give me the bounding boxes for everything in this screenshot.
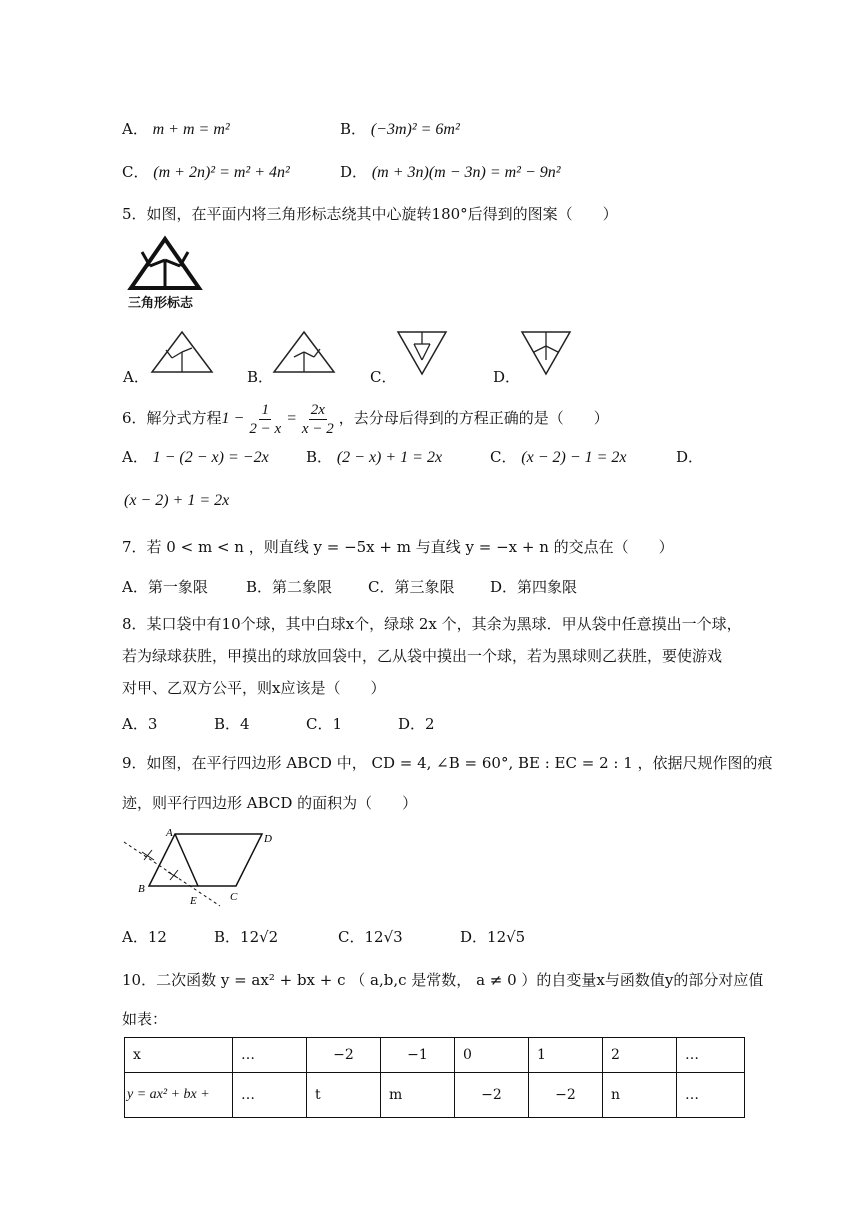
q7-option-c: C．第三象限 [368,578,455,596]
table-row [125,1038,745,1073]
parallelogram-figure [120,826,276,910]
triangle-logo-figure [128,236,202,292]
q6-option-a-label: A． [122,448,148,466]
q5-figure-c [396,330,448,376]
q6-option-b-label: B． [306,448,333,466]
table-cell: … [677,1073,745,1118]
q9-line-1: 9．如图，在平行四边形 ABCD 中， CD = 4, ∠B = 60°, BE : EC = 2 : 1 ，依据尺规作图的痕 [122,754,773,772]
q6-option-a [122,447,269,468]
table-cell: −2 [455,1073,529,1118]
q5-option-d-label: D． [493,368,521,386]
q5-figure-d [520,330,572,376]
q4-option-b-expr: (−3m)² = 6m² [370,121,460,138]
q8-option-d: D．2 [398,715,435,733]
q4-option-b [340,119,460,140]
q4-option-a [122,119,230,140]
q5-option-c-label: C． [370,368,397,386]
q7-option-d: D．第四象限 [490,578,578,596]
table-cell: … [233,1038,307,1073]
q8-option-c: C．1 [306,715,343,733]
table-cell: −2 [529,1073,603,1118]
q10-line-1: 10．二次函数 y = ax² + bx + c （ a,b,c 是常数， a ≠ 0 ）的自变量x与函数值y的部分对应值 [122,971,764,989]
arc-mark-1 [142,850,154,860]
table-cell: 1 [529,1038,603,1073]
q6-stem-suffix: ，去分母后得到的方程正确的是（ ） [338,409,609,427]
table-cell: −1 [381,1038,455,1073]
q6-frac1-den: 2 − x [249,420,282,437]
q6-option-c-label: C． [490,448,517,466]
table-cell: t [307,1073,381,1118]
q6-fraction-1 [247,401,283,438]
q9-option-c: C．12√3 [338,928,403,946]
q6-fraction-2 [300,401,336,438]
q9-line-2: 迹，则平行四边形 ABCD 的面积为（ ） [122,794,418,812]
q8-option-b: B．4 [214,715,250,733]
q5-option-b-label: B． [247,368,274,386]
q6-option-a-expr: 1 − (2 − x) = −2x [152,449,269,466]
q6-option-d-expr: (x − 2) + 1 = 2x [124,492,230,509]
table-cell: … [677,1038,745,1073]
parallelogram-abcd [149,834,262,886]
q8-line-2: 若为绿球获胜，甲摸出的球放回袋中，乙从袋中摸出一个球，若为黑球则乙获胜，要使游戏 [122,647,723,665]
q5-figure-a [150,330,214,374]
q6-option-b-expr: (2 − x) + 1 = 2x [336,449,443,466]
q4-option-c-expr: (m + 2n)² = m² + 4n² [153,164,290,181]
q6-stem-prefix: 6．解分式方程 [122,409,222,427]
arc-mark-2 [168,870,178,880]
value-table [124,1037,745,1118]
label-b: B [138,883,145,895]
q4-option-b-label: B． [340,120,367,138]
table-cell: 0 [455,1038,529,1073]
logo-spoke-top [150,260,165,266]
q4-option-d-label: D． [340,163,368,181]
q5-figure-b [272,330,336,374]
q6-frac2-den: x − 2 [301,420,334,437]
q4-option-c [122,162,290,183]
q6-option-d-label: D． [676,448,704,466]
q8-line-1: 8．某口袋中有10个球，其中白球x个，绿球 2x 个，其余为黑球．甲从袋中任意摸出一个球， [122,615,742,633]
q6-stem [122,398,609,439]
table-cell: y = ax² + bx + [125,1073,233,1118]
q6-option-b [306,447,442,468]
table-cell: n [603,1073,677,1118]
q8-option-a: A．3 [122,715,158,733]
q7-option-b: B．第二象限 [246,578,333,596]
table-cell: x [125,1038,233,1073]
q10-line-2: 如表： [122,1010,168,1028]
q4-option-c-label: C． [122,163,149,181]
logo-spoke-left [165,260,180,266]
q9-option-b: B．12√2 [214,928,279,946]
q4-option-a-label: A． [122,120,148,138]
q6-option-c [490,447,627,468]
q8-line-3: 对甲、乙双方公平，则x应该是（ ） [122,679,386,697]
table-row [125,1073,745,1118]
logo-caption: 三角形标志 [128,296,194,311]
q6-equals: = [286,410,297,427]
q6-frac1-num: 1 [261,401,269,418]
q7-option-a: A．第一象限 [122,578,208,596]
table-cell: … [233,1073,307,1118]
q6-frac2-num: 2x [310,401,325,418]
table-cell: m [381,1073,455,1118]
table-cell: 2 [603,1038,677,1073]
q9-option-d: D．12√5 [460,928,526,946]
q5-option-a-label: A． [123,368,149,386]
q6-stem-lhs: 1 − [221,410,245,427]
q4-option-d [340,162,561,183]
segment-ae [175,834,198,886]
q9-option-a: A．12 [122,928,167,946]
q6-option-c-expr: (x − 2) − 1 = 2x [521,449,627,466]
q7-stem: 7．若 0 < m < n ，则直线 y = −5x + m 与直线 y = −x + n 的交点在（ ） [122,538,674,556]
label-a: A [166,827,173,839]
label-d: D [264,833,272,845]
label-c: C [230,891,238,903]
label-e: E [190,895,197,907]
q5-stem: 5．如图，在平面内将三角形标志绕其中心旋转180°后得到的图案（ ） [122,205,618,223]
table-cell: −2 [307,1038,381,1073]
q4-option-a-expr: m + m = m² [152,121,230,138]
q4-option-d-expr: (m + 3n)(m − 3n) = m² − 9n² [371,164,561,181]
